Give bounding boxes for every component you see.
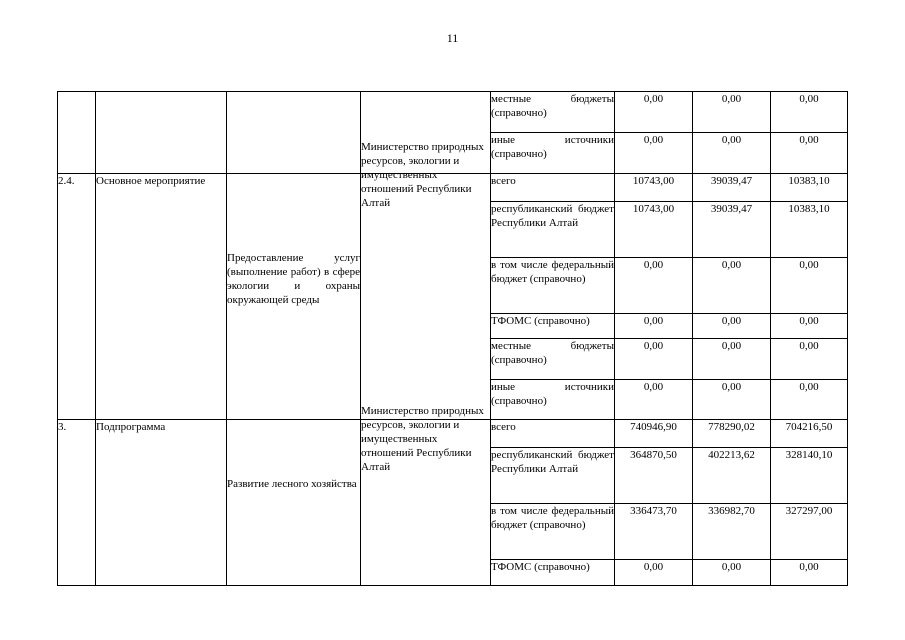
- type-cell: Основное мероприятие: [96, 174, 227, 420]
- value-cell: 0,00: [615, 133, 693, 174]
- value-cell: 327297,00: [771, 504, 848, 560]
- number-cell: 3.: [58, 420, 96, 586]
- funding-source-cell: в том числе федеральный бюджет (справочно): [491, 258, 615, 314]
- value-cell: 704216,50: [771, 420, 848, 448]
- executor-name: Министерство природных ресурсов, экологии и имущественных отношений Республики Алтай: [361, 141, 484, 209]
- value-cell: 0,00: [615, 560, 693, 586]
- executor-cell: [361, 141, 491, 420]
- table-row: [58, 92, 848, 133]
- funding-source-cell: ТФОМС (справочно): [491, 560, 615, 586]
- funding-source-cell: ТФОМС (справочно): [491, 314, 615, 339]
- name-cell: [227, 174, 361, 420]
- value-cell: 0,00: [771, 133, 848, 174]
- value-cell: 10383,10: [771, 202, 848, 258]
- value-cell: 0,00: [615, 339, 693, 380]
- value-cell: 0,00: [771, 258, 848, 314]
- activity-name: Предоставление услуг (выполнение работ) в сфере экологии и охраны окружающей среды: [227, 251, 360, 306]
- funding-source-cell: местные бюджеты (справочно): [491, 339, 615, 380]
- value-cell: 0,00: [615, 258, 693, 314]
- budget-table: [57, 91, 848, 586]
- value-cell: 0,00: [615, 380, 693, 420]
- table-row: [58, 420, 848, 448]
- value-cell: 0,00: [771, 560, 848, 586]
- value-cell: 0,00: [693, 258, 771, 314]
- value-cell: 39039,47: [693, 202, 771, 258]
- type-cell: Подпрограмма: [96, 420, 227, 586]
- value-cell: 0,00: [693, 380, 771, 420]
- value-cell: 10383,10: [771, 174, 848, 202]
- type-cell: [96, 92, 227, 174]
- funding-source-cell: республиканский бюджет Республики Алтай: [491, 202, 615, 258]
- value-cell: 364870,50: [615, 448, 693, 504]
- executor-name: Министерство природных ресурсов, экологии и имущественных отношений Республики Алтай: [361, 405, 484, 473]
- funding-source-cell: иные источники (справочно): [491, 133, 615, 174]
- funding-source-cell: местные бюджеты (справочно): [491, 92, 615, 133]
- subprogram-name: Развитие лесного хозяйства: [227, 477, 357, 490]
- value-cell: 336473,70: [615, 504, 693, 560]
- name-cell: [227, 92, 361, 174]
- value-cell: 0,00: [693, 560, 771, 586]
- value-cell: 0,00: [615, 314, 693, 339]
- number-cell: 2.4.: [58, 174, 96, 420]
- value-cell: 10743,00: [615, 174, 693, 202]
- value-cell: 0,00: [615, 92, 693, 133]
- value-cell: 336982,70: [693, 504, 771, 560]
- value-cell: 0,00: [693, 339, 771, 380]
- value-cell: 0,00: [771, 339, 848, 380]
- name-cell: [227, 420, 361, 586]
- value-cell: 328140,10: [771, 448, 848, 504]
- value-cell: 402213,62: [693, 448, 771, 504]
- value-cell: 0,00: [693, 133, 771, 174]
- value-cell: 0,00: [771, 314, 848, 339]
- funding-source-cell: всего: [491, 420, 615, 448]
- page-number: 11: [446, 31, 459, 45]
- value-cell: 0,00: [693, 314, 771, 339]
- executor-cell: [361, 405, 491, 586]
- value-cell: 39039,47: [693, 174, 771, 202]
- value-cell: 740946,90: [615, 420, 693, 448]
- value-cell: 0,00: [693, 92, 771, 133]
- value-cell: 0,00: [771, 92, 848, 133]
- value-cell: 10743,00: [615, 202, 693, 258]
- value-cell: 778290,02: [693, 420, 771, 448]
- number-cell: [58, 92, 96, 174]
- funding-source-cell: всего: [491, 174, 615, 202]
- value-cell: 0,00: [771, 380, 848, 420]
- funding-source-cell: иные источники (справочно): [491, 380, 615, 420]
- table-row: [58, 174, 848, 202]
- funding-source-cell: республиканский бюджет Республики Алтай: [491, 448, 615, 504]
- funding-source-cell: в том числе федеральный бюджет (справочно): [491, 504, 615, 560]
